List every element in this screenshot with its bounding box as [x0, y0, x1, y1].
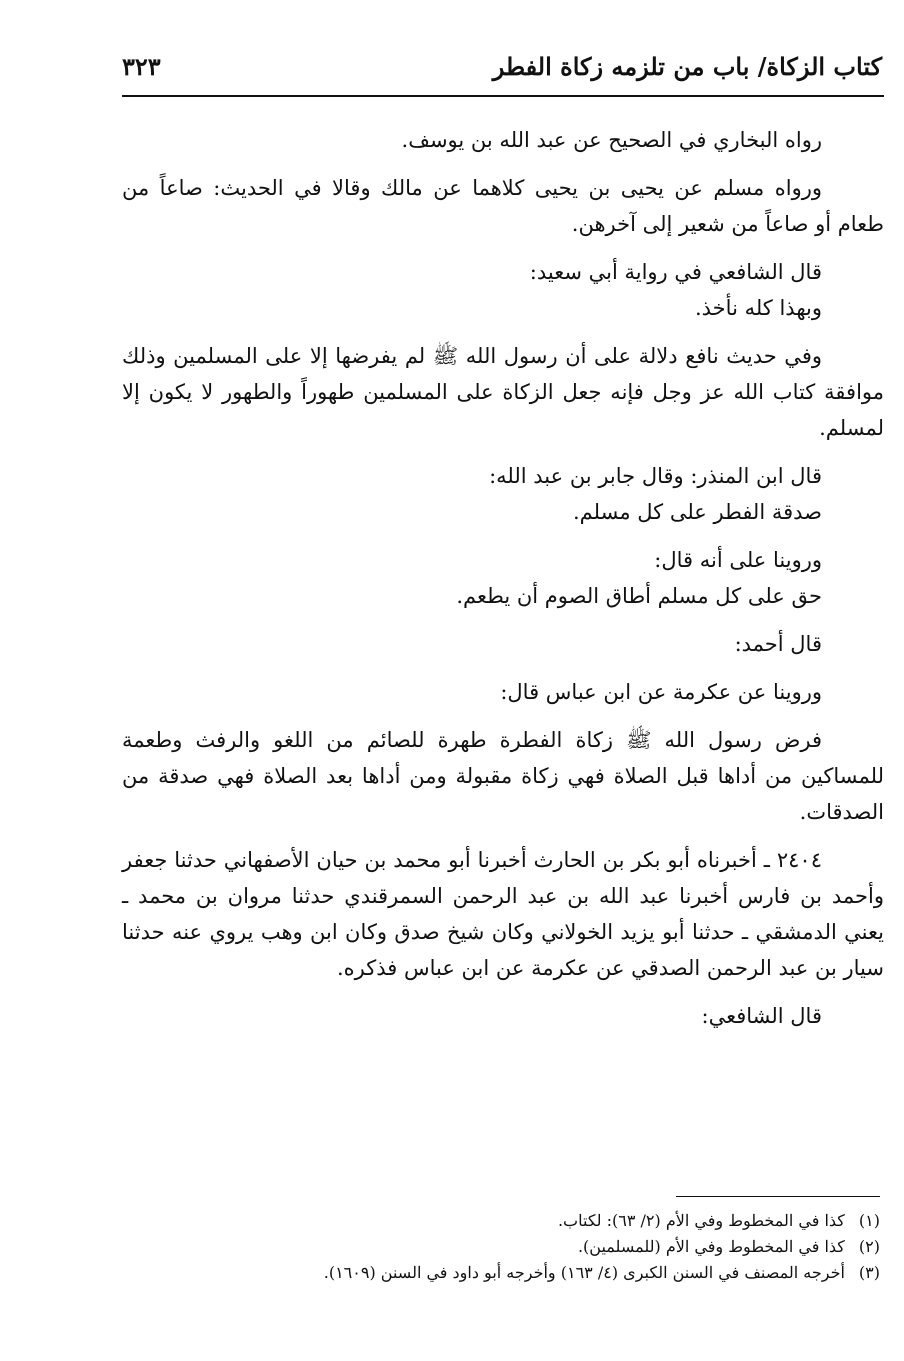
paragraph: قال الشافعي في رواية أبي سعيد: — [529, 260, 822, 284]
footnote-number: (١) — [858, 1211, 880, 1230]
paragraph: قال ابن المنذر: وقال جابر بن عبد الله: — [489, 464, 822, 488]
header-title: كتاب الزكاة/ باب من تلزمه زكاة الفطر — [492, 52, 882, 81]
running-header — [122, 52, 882, 92]
paragraph: وفي حديث نافع دلالة على أن رسول الله ﷺ لم يفرضها إلا على المسلمين وذلك موافقة كتاب الله عز وجل فإنه جعل الزكاة على المسلمين طهوراً والطهور لا يكون إلا لمسلم. — [122, 344, 884, 440]
page-number: ٣٢٣ — [122, 52, 161, 81]
paragraph: قال الشافعي: — [701, 1004, 822, 1028]
footnote-text: كذا في المخطوط وفي الأم (للمسلمين). — [577, 1237, 845, 1256]
footnotes — [150, 1208, 880, 1286]
paragraph: وروينا على أنه قال: — [654, 548, 822, 572]
footnote-rule — [676, 1196, 880, 1197]
paragraph: فرض رسول الله ﷺ زكاة الفطرة طهرة للصائم من اللغو والرفث وطعمة للمساكين من أداها قبل الصلاة فهي زكاة مقبولة ومن أداها بعد الصلاة فهي صدقة من الصدقات. — [122, 728, 884, 824]
paragraph: رواه البخاري في الصحيح عن عبد الله بن يوسف. — [401, 128, 822, 152]
paragraph: وروينا عن عكرمة عن ابن عباس قال: — [500, 680, 822, 704]
paragraph: وبهذا كله نأخذ. — [694, 296, 822, 320]
footnote-text: أخرجه المصنف في السنن الكبرى (٤/ ١٦٣) وأخرجه أبو داود في السنن (١٦٠٩). — [323, 1263, 845, 1282]
paragraph: ورواه مسلم عن يحيى بن يحيى كلاهما عن مالك وقالا في الحديث: صاعاً من طعام أو صاعاً من شعير إلى آخرهن. — [122, 176, 884, 236]
footnote — [150, 1208, 880, 1234]
footnote-text: كذا في المخطوط وفي الأم (٢/ ٦٣): لكتاب. — [557, 1211, 845, 1230]
paragraph: حق على كل مسلم أطاق الصوم أن يطعم. — [456, 584, 822, 608]
footnote — [150, 1260, 880, 1286]
footnote-number: (٢) — [858, 1237, 880, 1256]
hadith-entry-paragraph: ٢٤٠٤ ـ أخبرناه أبو بكر بن الحارث أخبرنا أبو محمد بن حيان الأصفهاني حدثنا جعفر وأحمد بن فارس أخبرنا عبد الله بن عبد الرحمن السمرقندي حدثنا مروان بن محمد ـ يعني الدمشقي ـ حدثنا أبو يزيد الخولاني وكان شيخ صدق وكان ابن وهب يروي عنه حدثنا سيار بن عبد الرحمن الصدقي عن عكرمة عن ابن عباس فذكره. — [122, 848, 884, 980]
footnote — [150, 1234, 880, 1260]
header-rule — [122, 95, 884, 97]
paragraph: قال أحمد: — [734, 632, 822, 656]
footnote-number: (٣) — [858, 1263, 880, 1282]
main-text — [122, 122, 884, 1046]
paragraph: صدقة الفطر على كل مسلم. — [573, 500, 822, 524]
